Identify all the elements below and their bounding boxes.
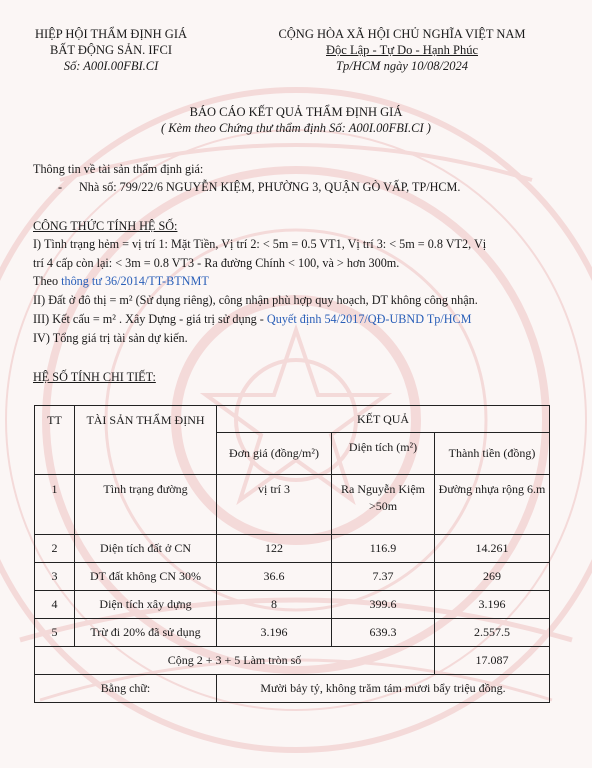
table-row [35,591,550,619]
issuer-name-line1: HIỆP HỘI THẨM ĐỊNH GIÁ [34,27,188,41]
row-asset: DT đất không CN 30% [75,563,217,591]
table-row [35,563,550,591]
circular-link[interactable]: thông tư 36/2014/TT-BTNMT [61,274,209,288]
row-price: 122 [217,535,332,563]
report-title: BÁO CÁO KẾT QUẢ THẨM ĐỊNH GIÁ [189,105,403,119]
formula-line-4: II) Đất ở đô thị = m² (Sử dụng riêng), công nhận phù hợp quy hoạch, DT không công nhận. [33,293,478,307]
row-price: 36.6 [217,563,332,591]
words-row [35,675,550,703]
valuation-table [34,405,550,703]
national-motto: Độc Lập - Tự Do - Hạnh Phúc [326,43,478,57]
table-row [35,535,550,563]
row-total: 3.196 [435,591,550,619]
row-asset: Diện tích xây dựng [75,591,217,619]
place-date: Tp/HCM ngày 10/08/2024 [336,59,468,73]
formula-line-3: Theo thông tư 36/2014/TT-BTNMT [33,274,209,288]
country-name: CỘNG HÒA XÃ HỘI CHỦ NGHĨA VIỆT NAM [278,27,526,41]
asset-bullet: - [58,180,63,194]
header-area: Diện tích (m²) [332,433,435,475]
row-total: Đường nhựa rộng 6.m [435,475,550,535]
sum-row [35,647,550,675]
row-asset: Trừ đi 20% đã sử dụng [75,619,217,647]
header-total: Thành tiền (đồng) [435,433,550,475]
header-result: KẾT QUẢ [217,406,550,433]
row-area: 399.6 [332,591,435,619]
national-header [236,26,568,74]
report-subtitle: ( Kèm theo Chứng thư thẩm định Số: A00I.00FBI.CI ) [161,121,431,135]
row-price: 8 [217,591,332,619]
detail-heading: HỆ SỐ TÍNH CHI TIẾT: [33,370,156,384]
table-header-row [35,406,550,433]
row-area: Ra Nguyễn Kiệm >50m [332,475,435,535]
row-tt: 4 [35,591,75,619]
row-tt: 2 [35,535,75,563]
row-tt: 5 [35,619,75,647]
row-area: 639.3 [332,619,435,647]
formula-line-2: trí 4 cấp còn lại: < 3m = 0.8 VT3 - Ra đường Chính < 100, và > hơn 300m. [33,256,400,270]
row-area: 116.9 [332,535,435,563]
issuer-block [18,26,204,74]
formula-line-5: III) Kết cấu = m² . Xây Dựng - giá trị sử dụng - Quyết định 54/2017/QĐ-UBND Tp/HCM [33,312,472,326]
row-tt: 3 [35,563,75,591]
table-row [35,475,550,535]
row-asset: Diện tích đất ở CN [75,535,217,563]
row-area: 7.37 [332,563,435,591]
header-tt: TT [35,406,75,475]
formula-line-1: I) Tình trạng hẻm = vị trí 1: Mặt Tiền, Vị trí 2: < 5m = 0.5 VT1, Vị trí 3: < 5m = 0.8 VT2, Vị [33,237,487,251]
asset-address: Nhà số: 799/22/6 NGUYỄN KIỆM, PHƯỜNG 3, QUẬN GÒ VẤP, TP/HCM. [79,180,461,194]
report-title-block [0,104,592,136]
row-price: 3.196 [217,619,332,647]
asset-info-label: Thông tin về tài sản thẩm định giá: [33,162,204,176]
sum-value: 17.087 [435,647,550,675]
header-unit-price: Đơn giá (đồng/m²) [217,433,332,475]
formula-line-6: IV) Tổng giá trị tài sản dự kiến. [33,331,188,345]
issuer-name-line2: BẤT ĐỘNG SẢN. IFCI [49,43,172,57]
decision-link[interactable]: Quyết định 54/2017/QĐ-UBND Tp/HCM [266,312,472,326]
row-total: 14.261 [435,535,550,563]
sum-label: Cộng 2 + 3 + 5 Làm tròn số [35,647,435,675]
table-row [35,619,550,647]
header-asset: TÀI SẢN THẨM ĐỊNH [75,406,217,475]
row-total: 269 [435,563,550,591]
row-tt: 1 [35,475,75,535]
row-asset: Tình trạng đường [75,475,217,535]
document-number: Số: A00I.00FBI.CI [63,59,159,73]
formula-heading: CÔNG THỨC TÍNH HỆ SỐ: [33,219,178,233]
words-value: Mười bảy tỷ, không trăm tám mươi bẩy triệu đồng. [217,675,550,703]
words-label: Bằng chữ: [35,675,217,703]
row-price: vị trí 3 [217,475,332,535]
row-total: 2.557.5 [435,619,550,647]
